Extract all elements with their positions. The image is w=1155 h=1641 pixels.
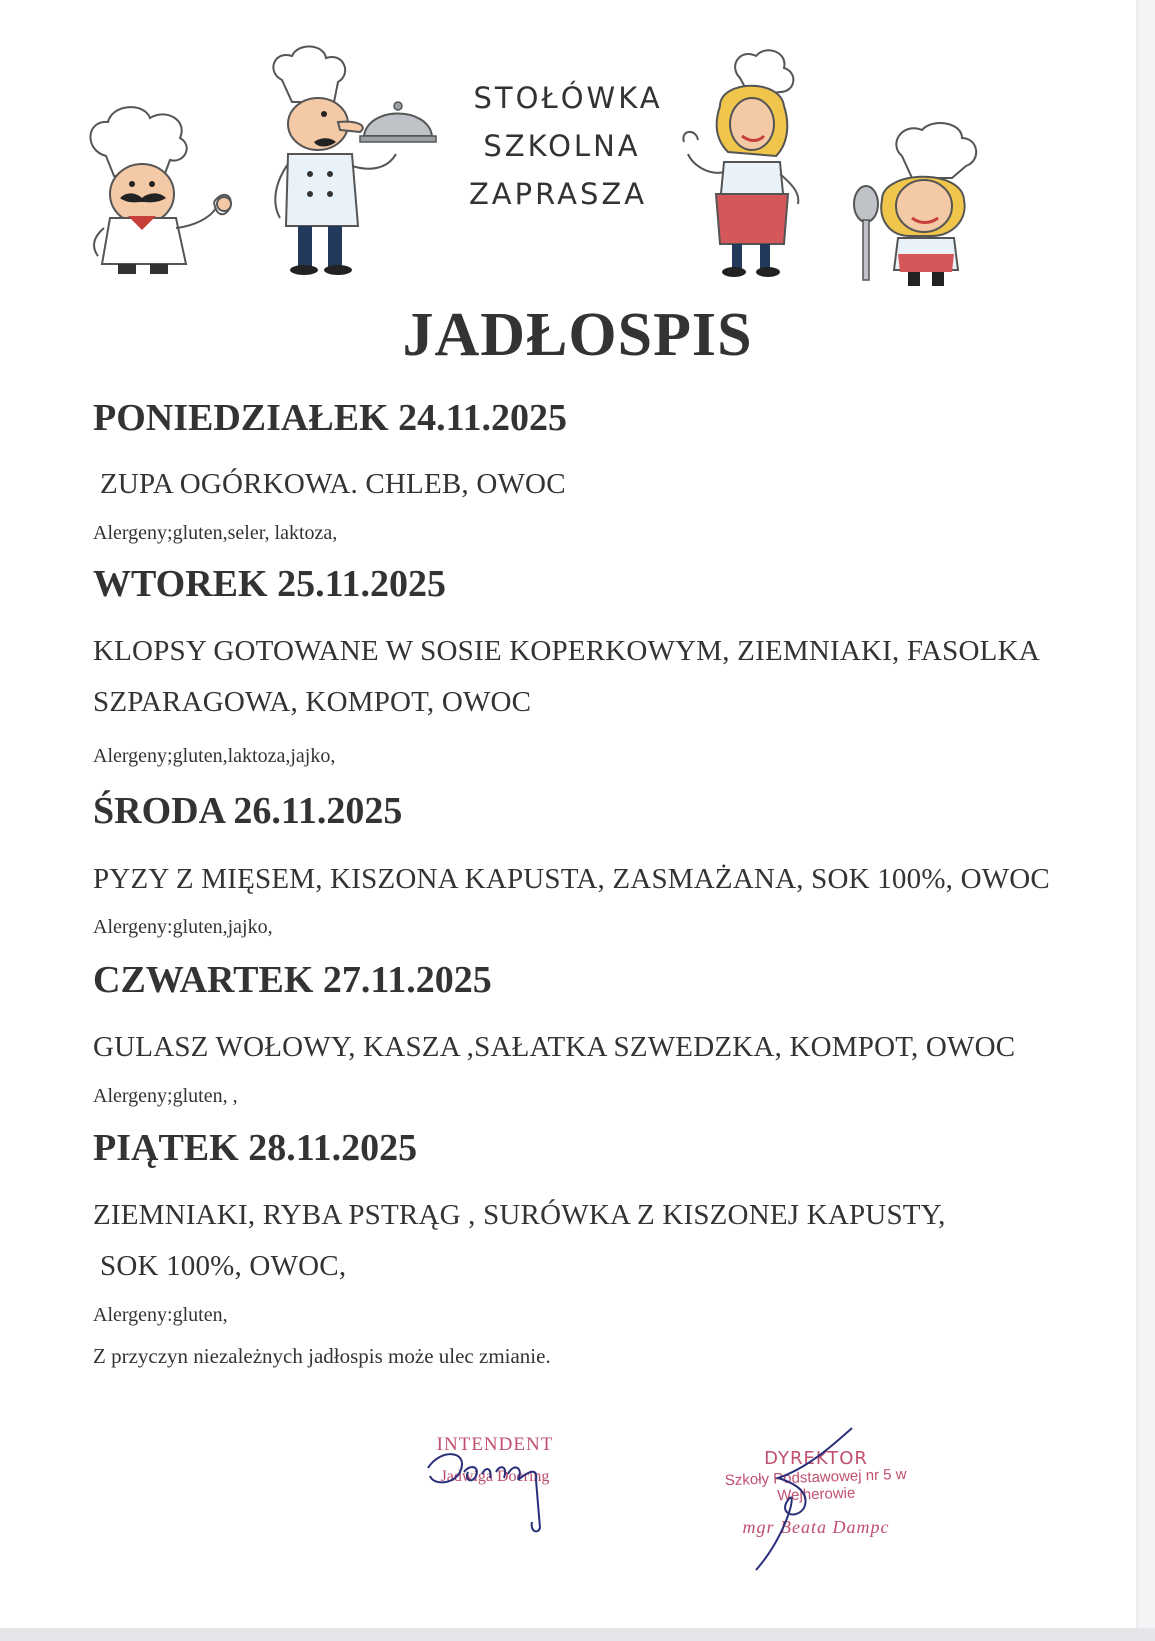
menu-line-wednesday-1: PYZY Z MIĘSEM, KISZONA KAPUSTA, ZASMAŻANA, SOK 100%, OWOC	[93, 863, 1050, 895]
day-heading-tuesday: WTOREK 25.11.2025	[93, 563, 446, 605]
director-signature	[748, 1424, 868, 1574]
allergens-friday: Alergeny:gluten,	[93, 1304, 228, 1326]
menu-line-monday-1: ZUPA OGÓRKOWA. CHLEB, OWOC	[100, 468, 566, 500]
day-heading-monday: PONIEDZIAŁEK 24.11.2025	[93, 397, 568, 439]
page-title: JADŁOSPIS	[402, 301, 753, 369]
director-school: Szkoły Podstawowej nr 5 w Wejherowie	[724, 1465, 907, 1505]
intendent-signature	[420, 1438, 570, 1534]
day-heading-wednesday: ŚRODA 26.11.2025	[93, 790, 403, 832]
menu-line-thursday-1: GULASZ WOŁOWY, KASZA ,SAŁATKA SZWEDZKA, KOMPOT, OWOC	[93, 1031, 1016, 1063]
menu-line-tuesday-1: KLOPSY GOTOWANE W SOSIE KOPERKOWYM, ZIEMNIAKI, FASOLKA	[93, 635, 1040, 667]
chef-woman-illustration	[680, 44, 820, 284]
chef-with-cloche-illustration	[268, 44, 446, 276]
chef-mustache-illustration	[84, 98, 246, 278]
bottom-strip	[0, 1628, 1155, 1641]
banner-line-2: SZKOLNA	[483, 129, 641, 163]
change-notice: Z przyczyn niezależnych jadłospis może ulec zmianie.	[93, 1344, 551, 1368]
menu-line-friday-1: ZIEMNIAKI, RYBA PSTRĄG , SURÓWKA Z KISZONEJ KAPUSTY,	[93, 1199, 946, 1231]
banner-line-3: ZAPRASZA	[468, 177, 648, 211]
day-heading-friday: PIĄTEK 28.11.2025	[93, 1127, 418, 1169]
director-name: mgr Beata Dampc	[742, 1517, 890, 1537]
day-heading-thursday: CZWARTEK 27.11.2025	[93, 959, 492, 1001]
banner-line-1: STOŁÓWKA	[473, 81, 663, 115]
allergens-wednesday: Alergeny:gluten,jajko,	[93, 916, 273, 938]
allergens-monday: Alergeny;gluten,seler, laktoza,	[93, 522, 338, 544]
menu-line-tuesday-2: SZPARAGOWA, KOMPOT, OWOC	[93, 686, 532, 718]
intendent-name: Jadwiga Doering	[440, 1468, 550, 1485]
intendent-role: INTENDENT	[436, 1434, 554, 1455]
canteen-banner	[440, 74, 680, 218]
chef-girl-with-spoon-illustration	[852, 120, 1012, 292]
right-gutter	[1138, 0, 1155, 1641]
director-role: DYREKTOR	[764, 1448, 868, 1469]
allergens-thursday: Alergeny;gluten, ,	[93, 1085, 238, 1107]
menu-line-friday-2: SOK 100%, OWOC,	[100, 1250, 347, 1282]
allergens-tuesday: Alergeny;gluten,laktoza,jajko,	[93, 745, 336, 767]
